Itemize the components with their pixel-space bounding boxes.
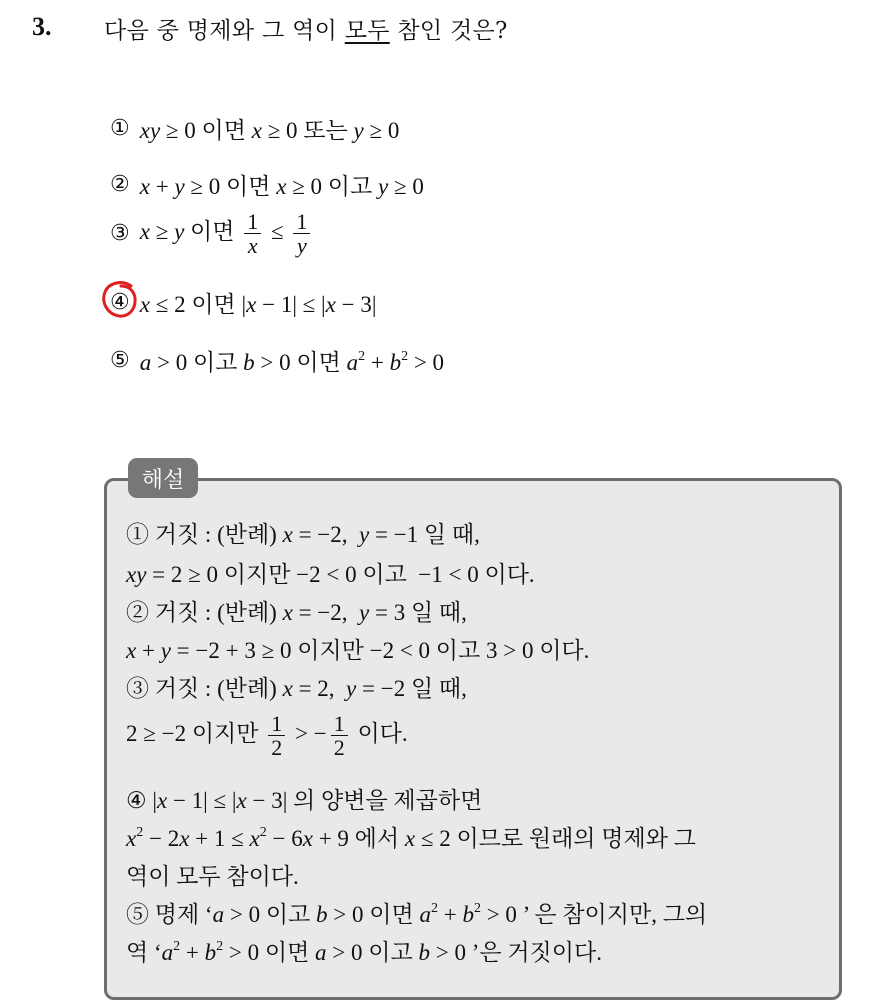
choice-2-math: x + y ≥ 0 이면 x ≥ 0 이고 y ≥ 0 xyxy=(139,174,424,199)
solution-line-2: xy = 2 ≥ 0 이지만 −2 < 0 이고 −1 < 0 이다. xyxy=(126,562,535,587)
question-text: 다음 중 명제와 그 역이 모두 참인 것은? xyxy=(104,18,508,44)
choice-5-math: a > 0 이고 b > 0 이면 $a^2 + b^2 > 0$ xyxy=(139,349,445,375)
question-number: 3. xyxy=(32,12,52,41)
choice-5[interactable] xyxy=(110,344,444,377)
emphasis-underline: 모두 xyxy=(344,18,390,44)
solution-line-1: ① 거짓 : (반례) x = −2, y = −1 일 때, xyxy=(126,522,480,547)
choice-3[interactable] xyxy=(110,210,314,257)
choice-4[interactable] xyxy=(110,286,376,319)
solution-line-7: ④ |x − 1| ≤ |x − 3| 의 양변을 제곱하면 xyxy=(126,788,483,813)
solution-line-4: x + y = −2 + 3 ≥ 0 이지만 −2 < 0 이고 3 > 0 이다. xyxy=(126,638,590,663)
choice-1-math: xy ≥ 0 이면 x ≥ 0 또는 y ≥ 0 xyxy=(139,118,400,143)
solution-line-11: 역 ‘$a^2 + b^2 > 0$ 이면 a > 0 이고 b > 0 ’은 거짓이다. xyxy=(126,939,602,965)
choice-marker: ⑤ xyxy=(110,348,130,373)
choice-marker: ① xyxy=(110,116,130,141)
choice-4-math: x ≤ 2 이면 |x − 1| ≤ |x − 3| xyxy=(139,292,377,317)
choice-marker: ③ xyxy=(110,221,130,247)
solution-line-3: ② 거짓 : (반례) x = −2, y = 3 일 때, xyxy=(126,600,467,625)
solution-line-9: 역이 모두 참이다. xyxy=(126,864,299,889)
choice-marker: ④ xyxy=(110,290,130,315)
choice-2[interactable] xyxy=(110,168,424,201)
solution-line-10: ⑤ 명제 ‘a > 0 이고 b > 0 이면 $a^2 + b^2 > 0$ ’ 은 참이지만, 그의 xyxy=(126,901,708,927)
solution-line-6: 2 ≥ −2 이지만 $\frac{1}{2}$ > − $\frac{1}{2}$ 이다. xyxy=(126,711,408,761)
solution-line-8: $x^2 - 2x + 1 \le x^2 - 6x + 9$ 에서 x ≤ 2 이므로 원래의 명제와 그 xyxy=(126,825,696,851)
solution-line-5: ③ 거짓 : (반례) x = 2, y = −2 일 때, xyxy=(126,676,467,701)
choice-1[interactable] xyxy=(110,112,399,145)
answer-circle-mark xyxy=(101,280,139,320)
choice-3-math: x ≥ y 이면 $\frac{1}{x}$ ≤ $\frac{1}{y}$ xyxy=(140,210,315,257)
choice-marker: ② xyxy=(110,172,130,197)
solution-tag: 해설 xyxy=(128,458,198,498)
